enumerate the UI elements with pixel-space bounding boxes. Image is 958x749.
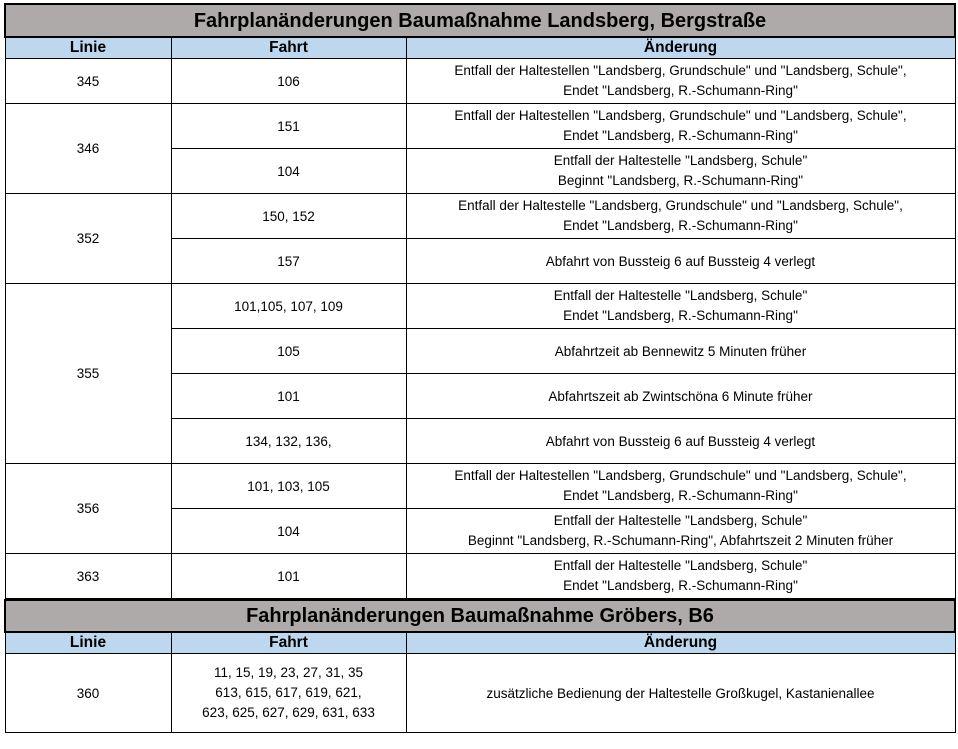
aenderung-line: Entfall der Haltestellen "Landsberg, Grundschule" und "Landsberg, Schule", xyxy=(454,468,907,483)
cell-fahrt[interactable]: 101 xyxy=(171,554,406,599)
aenderung-line: Endet "Landsberg, R.-Schumann-Ring" xyxy=(563,218,798,233)
cell-aenderung[interactable] xyxy=(406,464,955,509)
cell-fahrt[interactable]: 101, 103, 105 xyxy=(171,464,406,509)
fahrt-line: 11, 15, 19, 23, 27, 31, 35 xyxy=(213,665,364,680)
aenderung-line: Abfahrtszeit ab Zwintschöna 6 Minute früher xyxy=(548,388,813,404)
aenderung-line: Endet "Landsberg, R.-Schumann-Ring" xyxy=(563,308,798,323)
aenderung-line: Endet "Landsberg, R.-Schumann-Ring" xyxy=(563,83,798,98)
cell-aenderung[interactable] xyxy=(406,374,955,419)
fahrt-line: 613, 615, 617, 619, 621, xyxy=(215,685,362,700)
cell-aenderung[interactable] xyxy=(406,59,955,104)
section-title-landsberg[interactable]: Fahrplanänderungen Baumaßnahme Landsberg, Bergstraße xyxy=(5,4,955,37)
aenderung-line: Entfall der Haltestelle "Landsberg, Schule" xyxy=(553,288,808,303)
aenderung-line: Abfahrtzeit ab Bennewitz 5 Minuten früher xyxy=(554,343,807,359)
cell-fahrt[interactable]: 157 xyxy=(171,239,406,284)
cell-aenderung[interactable] xyxy=(406,509,955,554)
section-title-groebers[interactable]: Fahrplanänderungen Baumaßnahme Gröbers, B6 xyxy=(5,600,955,632)
cell-fahrt[interactable]: 104 xyxy=(171,509,406,554)
cell-fahrt[interactable]: 151 xyxy=(171,104,406,149)
aenderung-line: Abfahrt von Bussteig 6 auf Bussteig 4 verlegt xyxy=(545,253,816,269)
cell-aenderung[interactable] xyxy=(406,554,955,599)
table-row xyxy=(5,104,955,149)
aenderung-line: Beginnt "Landsberg, R.-Schumann-Ring" xyxy=(557,173,804,188)
table-row xyxy=(5,194,955,239)
aenderung-line: Endet "Landsberg, R.-Schumann-Ring" xyxy=(563,578,798,593)
table-groebers xyxy=(4,599,956,733)
header-aenderung[interactable]: Änderung xyxy=(406,632,955,654)
header-aenderung[interactable]: Änderung xyxy=(406,37,955,59)
cell-linie[interactable]: 360 xyxy=(5,654,171,733)
aenderung-line: Entfall der Haltestelle "Landsberg, Schule" xyxy=(553,513,808,528)
cell-aenderung[interactable] xyxy=(406,194,955,239)
cell-fahrt[interactable]: 101 xyxy=(171,374,406,419)
aenderung-line: Entfall der Haltestelle "Landsberg, Grundschule" und "Landsberg, Schule", xyxy=(458,198,903,213)
cell-fahrt[interactable] xyxy=(171,654,406,733)
fahrt-line: 623, 625, 627, 629, 631, 633 xyxy=(202,705,375,720)
table-row xyxy=(5,284,955,329)
cell-linie[interactable]: 363 xyxy=(5,554,171,599)
table-landsberg xyxy=(4,3,956,599)
cell-fahrt[interactable]: 101,105, 107, 109 xyxy=(171,284,406,329)
cell-aenderung[interactable] xyxy=(406,284,955,329)
cell-fahrt[interactable]: 134, 132, 136, xyxy=(171,419,406,464)
cell-linie[interactable]: 345 xyxy=(5,59,171,104)
aenderung-line: Endet "Landsberg, R.-Schumann-Ring" xyxy=(563,488,798,503)
table-row xyxy=(5,464,955,509)
aenderung-line: Endet "Landsberg, R.-Schumann-Ring" xyxy=(563,128,798,143)
aenderung-line: Entfall der Haltestellen "Landsberg, Grundschule" und "Landsberg, Schule", xyxy=(454,108,907,123)
cell-linie[interactable]: 346 xyxy=(5,104,171,194)
cell-linie[interactable]: 352 xyxy=(5,194,171,284)
cell-linie[interactable]: 355 xyxy=(5,284,171,464)
aenderung-line: Entfall der Haltestelle "Landsberg, Schule" xyxy=(553,558,808,573)
cell-aenderung[interactable] xyxy=(406,239,955,284)
cell-aenderung[interactable] xyxy=(406,419,955,464)
table-row xyxy=(5,59,955,104)
cell-aenderung[interactable] xyxy=(406,104,955,149)
cell-fahrt[interactable]: 105 xyxy=(171,329,406,374)
aenderung-line: Abfahrt von Bussteig 6 auf Bussteig 4 verlegt xyxy=(545,433,816,449)
header-fahrt[interactable]: Fahrt xyxy=(171,37,406,59)
aenderung-line: Entfall der Haltestelle "Landsberg, Schule" xyxy=(553,153,808,168)
aenderung-line: Entfall der Haltestellen "Landsberg, Grundschule" und "Landsberg, Schule", xyxy=(454,63,907,78)
header-linie[interactable]: Linie xyxy=(5,37,171,59)
spreadsheet xyxy=(4,3,954,733)
cell-aenderung[interactable] xyxy=(406,149,955,194)
cell-fahrt[interactable]: 104 xyxy=(171,149,406,194)
cell-fahrt[interactable]: 150, 152 xyxy=(171,194,406,239)
table-row xyxy=(5,654,955,733)
cell-fahrt[interactable]: 106 xyxy=(171,59,406,104)
cell-linie[interactable]: 356 xyxy=(5,464,171,554)
table-row xyxy=(5,554,955,599)
aenderung-line: Beginnt "Landsberg, R.-Schumann-Ring", Abfahrtszeit 2 Minuten früher xyxy=(467,533,894,548)
cell-aenderung[interactable]: zusätzliche Bedienung der Haltestelle Großkugel, Kastanienallee xyxy=(406,654,955,733)
cell-aenderung[interactable] xyxy=(406,329,955,374)
header-linie[interactable]: Linie xyxy=(5,632,171,654)
header-fahrt[interactable]: Fahrt xyxy=(171,632,406,654)
